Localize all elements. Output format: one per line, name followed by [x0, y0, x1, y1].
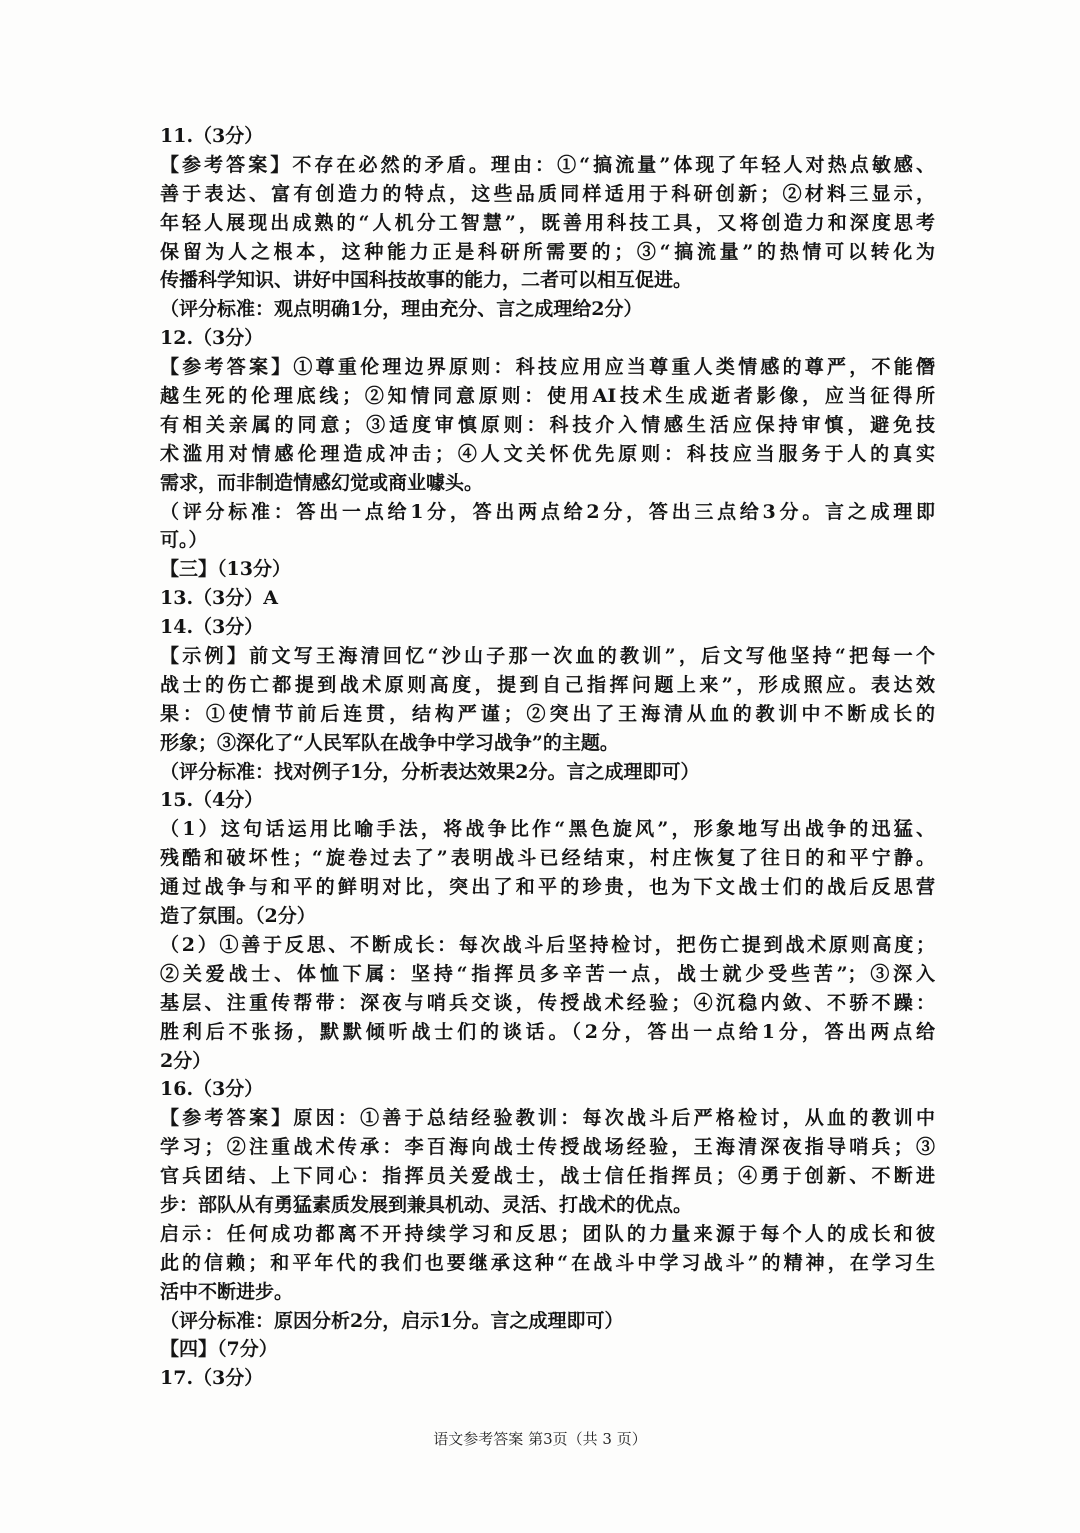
text-line: （评分标准：找对例子1分，分析表达效果2分。言之成理即可）: [160, 760, 700, 783]
text-line: 【三】（13分）: [160, 558, 291, 581]
text-line: 【四】（7分）: [160, 1338, 278, 1361]
text-line: （评分标准：答出一点给1分，答出两点给2分，答出三点给3分。言之成理即: [160, 500, 935, 523]
text-line: （评分标准：观点明确1分，理由充分、言之成理给2分）: [160, 298, 643, 321]
text-line: （评分标准：原因分析2分，启示1分。言之成理即可）: [160, 1309, 624, 1332]
text-line: 12.（3分）: [160, 327, 264, 350]
text-line: 16.（3分）: [160, 1078, 264, 1101]
answer-key-body: [160, 122, 935, 1393]
text-line: 17.（3分）: [160, 1367, 264, 1390]
text-line: 2分）: [160, 1049, 212, 1072]
text-line: 保留为人之根本，这种能力正是科研所需要的；③“搞流量”的热情可以转化为: [160, 240, 935, 263]
text-line: 战士的伤亡都提到战术原则高度，提到自己指挥问题上来”，形成照应。表达效: [160, 673, 935, 696]
page-footer: 语文参考答案 第3页（共 3 页）: [433, 1430, 647, 1448]
text-line: 13.（3分）A: [160, 587, 279, 610]
text-line: 术滥用对情感伦理造成冲击；④人文关怀优先原则：科技应当服务于人的真实: [160, 442, 935, 465]
text-line: 启示：任何成功都离不开持续学习和反思；团队的力量来源于每个人的成长和彼: [160, 1222, 935, 1245]
text-line: 造了氛围。（2分）: [160, 905, 316, 928]
text-line: 年轻人展现出成熟的“人机分工智慧”，既善用科技工具，又将创造力和深度思考: [160, 211, 935, 234]
text-line: 越生死的伦理底线；②知情同意原则：使用AI技术生成逝者影像，应当征得所: [160, 385, 935, 408]
text-line: 官兵团结、上下同心：指挥员关爱战士，战士信任指挥员；④勇于创新、不断进: [160, 1165, 935, 1188]
text-line: 15.（4分）: [160, 789, 264, 812]
text-line: 活中不断进步。: [160, 1280, 294, 1303]
text-line: 传播科学知识、讲好中国科技故事的能力，二者可以相互促进。: [160, 269, 693, 292]
text-line: 需求，而非制造情感幻觉或商业噱头。: [160, 471, 484, 494]
text-line: 11.（3分）: [160, 125, 264, 147]
text-line: 【参考答案】原因：①善于总结经验教训：每次战斗后严格检讨，从血的教训中: [160, 1107, 935, 1130]
text-line: 此的信赖；和平年代的我们也要继承这种“在战斗中学习战斗”的精神，在学习生: [160, 1251, 935, 1274]
text-line: 步：部队从有勇猛素质发展到兼具机动、灵活、打战术的优点。: [160, 1193, 693, 1216]
text-line: 14.（3分）: [160, 616, 264, 639]
text-line: 善于表达、富有创造力的特点，这些品质同样适用于科研创新；②材料三显示，: [160, 182, 935, 205]
text-line: （2）①善于反思、不断成长：每次战斗后坚持检讨，把伤亡提到战术原则高度；: [160, 933, 935, 956]
text-line: 有相关亲属的同意；③适度审慎原则：科技介入情感生活应保持审慎，避免技: [160, 413, 935, 436]
text-line: 学习；②注重战术传承：李百海向战士传授战场经验，王海清深夜指导哨兵；③: [160, 1136, 935, 1159]
text-line: 胜利后不张扬，默默倾听战士们的谈话。（2分，答出一点给1分，答出两点给: [160, 1020, 935, 1043]
text-line: （1）这句话运用比喻手法，将战争比作“黑色旋风”，形象地写出战争的迅猛、: [160, 818, 935, 841]
text-line: 形象；③深化了“人民军队在战争中学习战争”的主题。: [160, 731, 619, 754]
text-line: 通过战争与和平的鲜明对比，突出了和平的珍贵，也为下文战士们的战后反思营: [160, 876, 935, 899]
text-line: 【参考答案】不存在必然的矛盾。理由：①“搞流量”体现了年轻人对热点敏感、: [160, 153, 935, 176]
text-line: 【参考答案】①尊重伦理边界原则：科技应用应当尊重人类情感的尊严，不能僭: [160, 356, 935, 379]
text-line: 基层、注重传帮带：深夜与哨兵交谈，传授战术经验；④沉稳内敛、不骄不躁：: [160, 991, 935, 1014]
text-line: ②关爱战士、体恤下属：坚持“指挥员多辛苦一点，战士就少受些苦”；③深入: [160, 962, 935, 985]
text-line: 果：①使情节前后连贯，结构严谨；②突出了王海清从血的教训中不断成长的: [160, 702, 935, 725]
text-line: 【示例】前文写王海清回忆“沙山子那一次血的教训”，后文写他坚持“把每一个: [160, 645, 935, 668]
text-line: 可。）: [160, 529, 208, 552]
text-line: 残酷和破坏性；“旋卷过去了”表明战斗已经结束，村庄恢复了往日的和平宁静。: [160, 847, 935, 870]
